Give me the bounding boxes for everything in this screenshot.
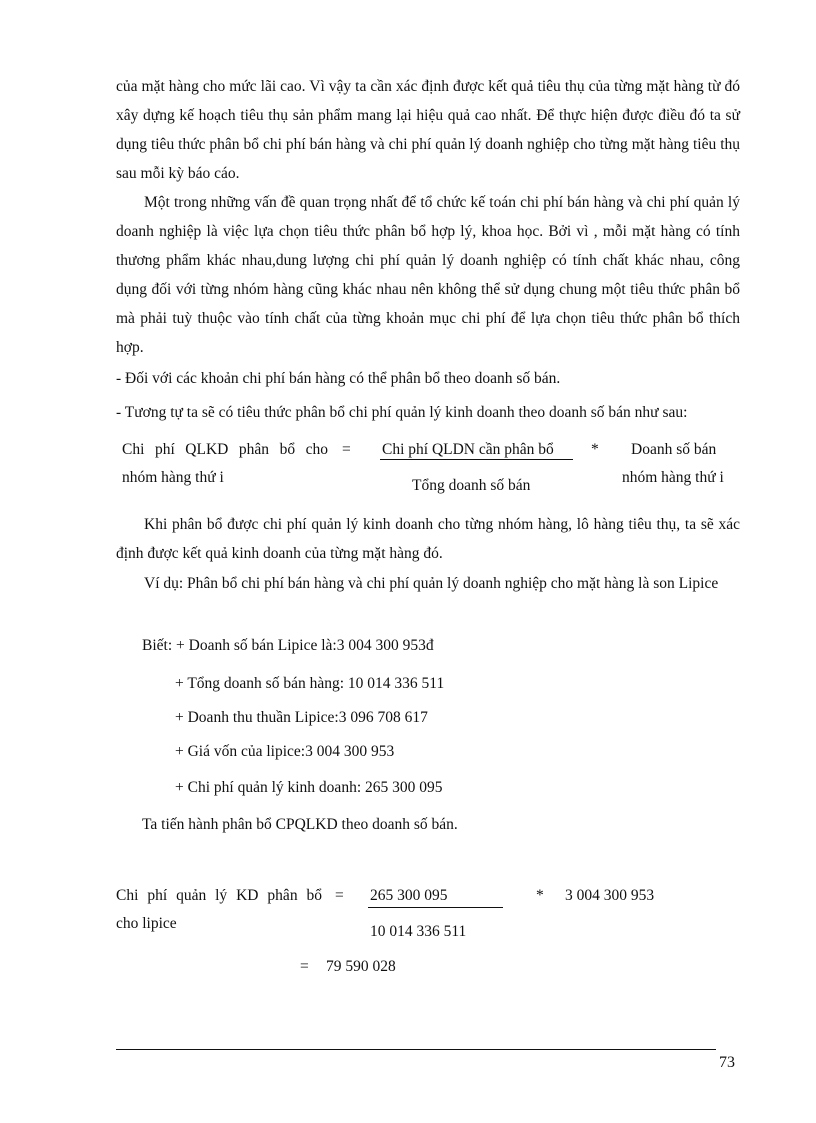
formula1-lhs-line1: Chi phí QLKD phân bổ cho (122, 441, 328, 458)
known-item: + Doanh thu thuần Lipice:3 096 708 617 (175, 709, 428, 726)
formula1-lhs-line2: nhóm hàng thứ i (122, 469, 224, 486)
formula2-fraction-bar (368, 907, 503, 908)
formula1-numerator: Chi phí QLDN cần phân bổ (382, 441, 554, 458)
formula1-rhs-line2: nhóm hàng thứ i (622, 469, 724, 486)
formula1-fraction-bar (380, 459, 573, 460)
bullet-selling-costs: - Đối với các khoản chi phí bán hàng có thể phân bổ theo doanh số bán. (116, 370, 561, 387)
formula1-denominator: Tổng doanh số bán (412, 477, 531, 494)
formula2-result-equals: = (300, 958, 309, 975)
formula1-equals: = (342, 441, 351, 458)
formula2-result: 79 590 028 (326, 958, 396, 975)
formula2-numerator: 265 300 095 (370, 887, 448, 904)
formula2-denominator: 10 014 336 511 (370, 923, 467, 940)
footer-rule (116, 1049, 716, 1050)
formula2-lhs-line1: Chi phí quản lý KD phân bổ (116, 887, 322, 904)
bullet-management-costs: - Tương tự ta sẽ có tiêu thức phân bổ chi phí quản lý kinh doanh theo doanh số bán như sau: (116, 404, 688, 421)
formula2-equals: = (335, 887, 344, 904)
known-conclusion: Ta tiến hành phân bổ CPQLKD theo doanh số bán. (142, 816, 458, 833)
known-intro: Biết: + Doanh số bán Lipice là:3 004 300 953đ (142, 637, 434, 654)
formula1-rhs-line1: Doanh số bán (631, 441, 717, 458)
paragraph-intro: của mặt hàng cho mức lãi cao. Vì vậy ta cần xác định được kết quả tiêu thụ của từng mặt hàng từ đó xây dựng kế hoạch tiêu thụ sản phẩm mang lại hiệu quả cao nhất. Để thực hiện được điều đó ta sử dụng tiêu thức phân bổ chi phí bán hàng và chi phí quản lý doanh nghiệp cho từng mặt hàng tiêu thụ sau mỗi kỳ báo cáo. (116, 78, 740, 182)
paragraph-result-explanation: Khi phân bổ được chi phí quản lý kinh doanh cho từng nhóm hàng, lô hàng tiêu thụ, ta sẽ xác định được kết quả kinh doanh của từng mặt hàng đó. (116, 516, 740, 562)
paragraph-allocation-criteria: Một trong những vấn đề quan trọng nhất để tổ chức kế toán chi phí bán hàng và chi phí quản lý doanh nghiệp là việc lựa chọn tiêu thức phân bổ hợp lý, khoa học. Bởi vì , mỗi mặt hàng có tính thương phẩm khác nhau,dung lượng chi phí quản lý doanh nghiệp có tính chất khác nhau, công dụng đối với từng nhóm hàng cũng khác nhau nên không thể sử dụng chung một tiêu thức phân bổ mà phải tuỳ thuộc vào tính chất của từng khoản mục chi phí để lựa chọn tiêu thức phân bổ thích hợp. (116, 194, 740, 356)
known-item: + Giá vốn của lipice:3 004 300 953 (175, 743, 395, 760)
page-number: 73 (719, 1054, 735, 1071)
known-item: + Tổng doanh số bán hàng: 10 014 336 511 (175, 675, 445, 692)
known-item: + Chi phí quản lý kinh doanh: 265 300 095 (175, 779, 443, 796)
formula1-times: * (591, 441, 599, 458)
formula2-times: * (536, 887, 544, 904)
formula2-multiplier: 3 004 300 953 (565, 887, 655, 904)
formula2-lhs-line2: cho lipice (116, 915, 177, 932)
paragraph-example: Ví dụ: Phân bổ chi phí bán hàng và chi phí quản lý doanh nghiệp cho mặt hàng là son Lipice (144, 575, 719, 592)
